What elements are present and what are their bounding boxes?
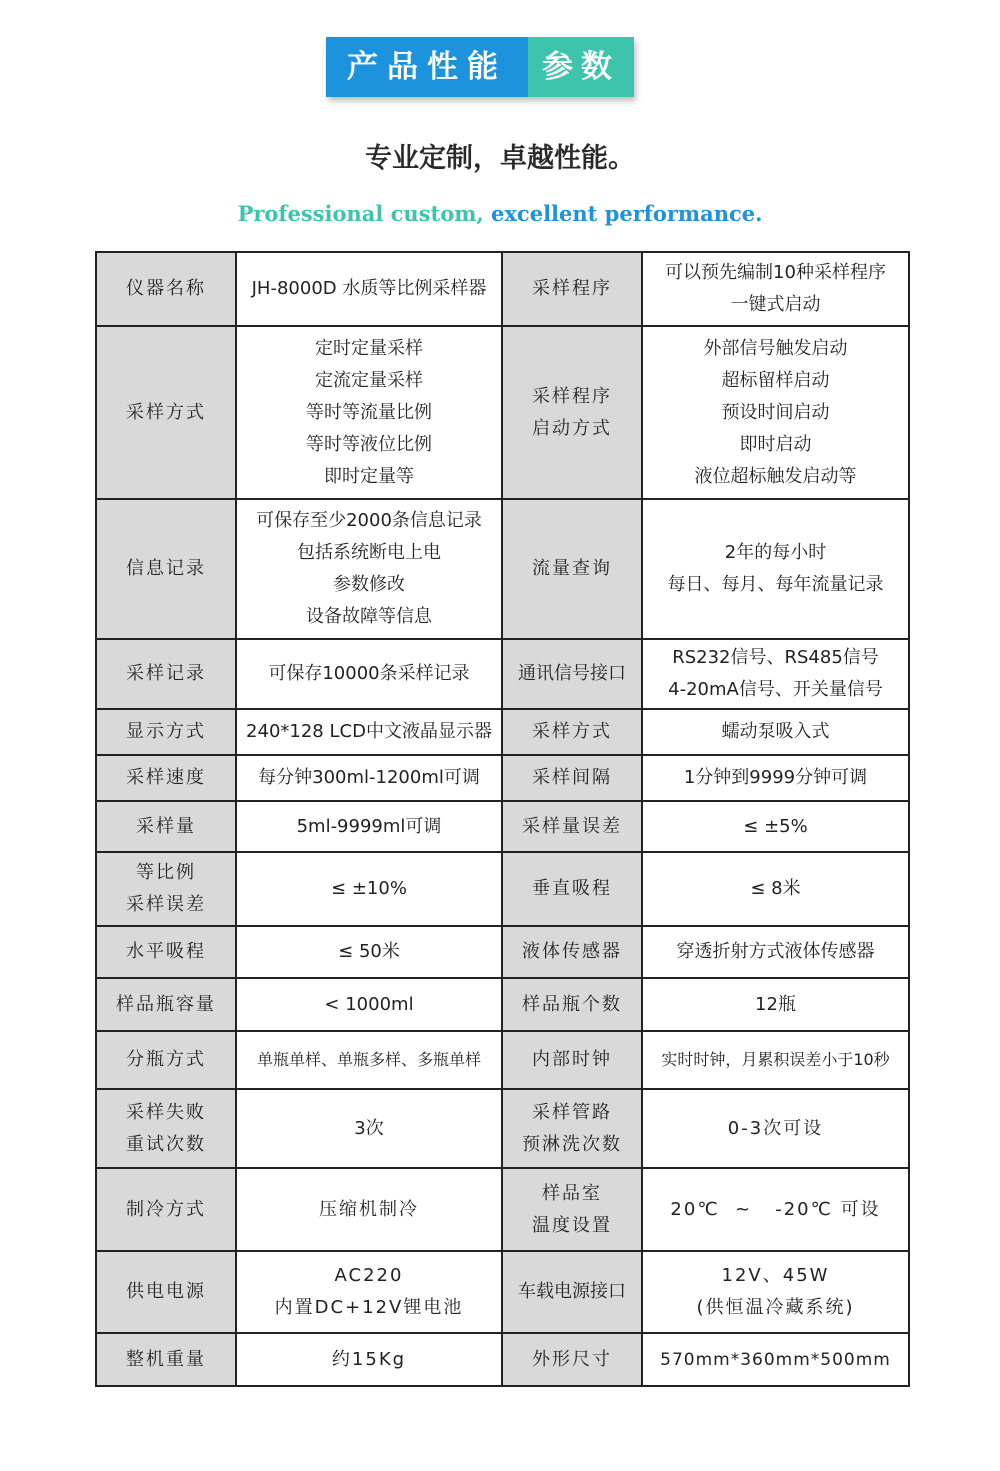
- subline-part1: Professional custom,: [237, 201, 492, 226]
- param-value: 5ml-9999ml可调: [236, 801, 502, 852]
- param-value: RS232信号、RS485信号 4-20mA信号、开关量信号: [642, 639, 909, 709]
- param-label: 采样间隔: [502, 755, 642, 801]
- table-row: [96, 252, 909, 326]
- table-row: [96, 1168, 909, 1251]
- param-label: 采样失败 重试次数: [96, 1089, 236, 1168]
- table-row: [96, 978, 909, 1031]
- param-label: 外形尺寸: [502, 1333, 642, 1386]
- table-row: [96, 326, 909, 499]
- param-value: 12瓶: [642, 978, 909, 1031]
- param-value: 可保存10000条采样记录: [236, 639, 502, 709]
- param-value: 0-3次可设: [642, 1089, 909, 1168]
- param-value: 单瓶单样、单瓶多样、多瓶单样: [236, 1031, 502, 1089]
- spec-table: [95, 251, 910, 1387]
- param-label: 分瓶方式: [96, 1031, 236, 1089]
- param-label: 显示方式: [96, 709, 236, 755]
- table-row: [96, 801, 909, 852]
- table-row: [96, 1333, 909, 1386]
- param-value: 外部信号触发启动 超标留样启动 预设时间启动 即时启动 液位超标触发启动等: [642, 326, 909, 499]
- param-value: 可以预先编制10种采样程序 一键式启动: [642, 252, 909, 326]
- subline: [0, 201, 1000, 226]
- param-label: 采样量: [96, 801, 236, 852]
- param-value: 240*128 LCD中文液晶显示器: [236, 709, 502, 755]
- subline-part2: excellent performance.: [491, 201, 763, 226]
- param-label: 等比例 采样误差: [96, 852, 236, 926]
- param-value: ≤ 50米: [236, 926, 502, 978]
- param-label: 采样程序: [502, 252, 642, 326]
- param-label: 样品室 温度设置: [502, 1168, 642, 1251]
- param-label: 内部时钟: [502, 1031, 642, 1089]
- param-label: 供电电源: [96, 1251, 236, 1333]
- param-value: 可保存至少2000条信息记录 包括系统断电上电 参数修改 设备故障等信息: [236, 499, 502, 639]
- section-banner: [326, 37, 634, 97]
- param-label: 液体传感器: [502, 926, 642, 978]
- param-label: 信息记录: [96, 499, 236, 639]
- param-value: 穿透折射方式液体传感器: [642, 926, 909, 978]
- param-label: 制冷方式: [96, 1168, 236, 1251]
- param-value: 约15Kg: [236, 1333, 502, 1386]
- param-value: 实时时钟，月累积误差小于10秒: [642, 1031, 909, 1089]
- param-label: 流量查询: [502, 499, 642, 639]
- param-value: JH-8000D 水质等比例采样器: [236, 252, 502, 326]
- table-row: [96, 1031, 909, 1089]
- param-label: 仪器名称: [96, 252, 236, 326]
- param-value: ≤ ±10%: [236, 852, 502, 926]
- table-row: [96, 639, 909, 709]
- table-row: [96, 926, 909, 978]
- param-value: 570mm*360mm*500mm: [642, 1333, 909, 1386]
- param-label: 垂直吸程: [502, 852, 642, 926]
- banner-title-right: 参数: [528, 37, 634, 97]
- table-row: [96, 499, 909, 639]
- param-label: 车载电源接口: [502, 1251, 642, 1333]
- param-value: 蠕动泵吸入式: [642, 709, 909, 755]
- table-row: [96, 1089, 909, 1168]
- table-row: [96, 755, 909, 801]
- banner-title-left: 产品性能: [326, 37, 528, 97]
- param-label: 采样管路 预淋洗次数: [502, 1089, 642, 1168]
- param-value: 定时定量采样 定流定量采样 等时等流量比例 等时等液位比例 即时定量等: [236, 326, 502, 499]
- param-value: 每分钟300ml-1200ml可调: [236, 755, 502, 801]
- table-row: [96, 1251, 909, 1333]
- param-label: 采样方式: [96, 326, 236, 499]
- param-label: 样品瓶容量: [96, 978, 236, 1031]
- param-value: 12V、45W (供恒温冷藏系统): [642, 1251, 909, 1333]
- param-label: 采样速度: [96, 755, 236, 801]
- param-label: 采样记录: [96, 639, 236, 709]
- param-value: ≤ 8米: [642, 852, 909, 926]
- table-row: [96, 709, 909, 755]
- param-label: 通讯信号接口: [502, 639, 642, 709]
- param-value: 2年的每小时 每日、每月、每年流量记录: [642, 499, 909, 639]
- param-label: 样品瓶个数: [502, 978, 642, 1031]
- table-row: [96, 852, 909, 926]
- param-label: 采样程序 启动方式: [502, 326, 642, 499]
- param-label: 整机重量: [96, 1333, 236, 1386]
- param-label: 采样量误差: [502, 801, 642, 852]
- param-value: 1分钟到9999分钟可调: [642, 755, 909, 801]
- param-value: AC220 内置DC+12V锂电池: [236, 1251, 502, 1333]
- param-value: ≤ ±5%: [642, 801, 909, 852]
- param-value: 3次: [236, 1089, 502, 1168]
- headline: 专业定制，卓越性能。: [365, 143, 635, 174]
- param-label: 采样方式: [502, 709, 642, 755]
- param-value: 压缩机制冷: [236, 1168, 502, 1251]
- param-label: 水平吸程: [96, 926, 236, 978]
- param-value: 20℃ ~ -20℃ 可设: [642, 1168, 909, 1251]
- param-value: < 1000ml: [236, 978, 502, 1031]
